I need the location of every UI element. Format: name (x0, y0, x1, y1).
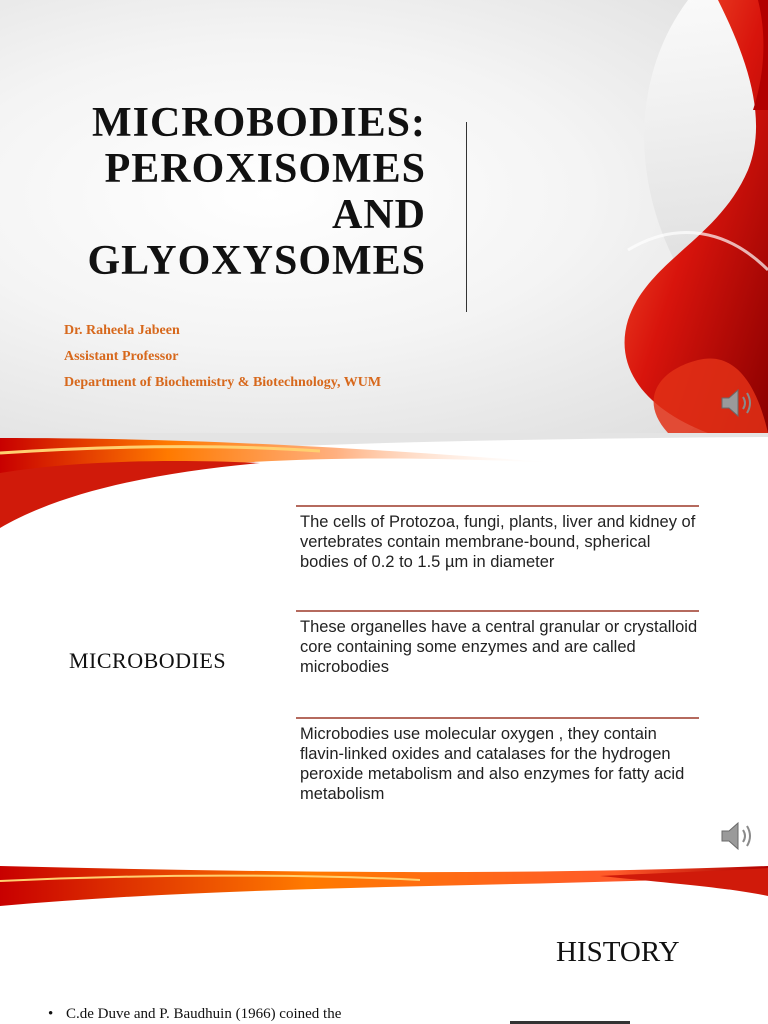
title-line: MICROBODIES: (91, 100, 426, 146)
title-slide (0, 0, 768, 433)
content-item: The cells of Protozoa, fungi, plants, liver and kidney of vertebrates contain membrane-bound, spherical bodies of 0.2 to 1.5 µm in diameter (296, 505, 699, 572)
title-line: AND (332, 192, 426, 238)
red-wave-decoration (0, 866, 768, 926)
title-line: PEROXISOMES (104, 146, 426, 192)
content-item: Microbodies use molecular oxygen , they contain flavin-linked oxides and catalases for the hydrogen peroxide metabolism and also enzymes for fatty acid metabolism (296, 717, 699, 804)
section-heading: MICROBODIES (69, 648, 227, 673)
bullet-text: C.de Duve and P. Baudhuin (1966) coined the (66, 1006, 342, 1022)
author-name: Dr. Raheela Jabeen (64, 323, 180, 338)
title-divider (466, 122, 467, 312)
bullet-item (48, 1006, 341, 1023)
author-position: Assistant Professor (64, 349, 179, 364)
slide-title (26, 100, 426, 284)
content-item: These organelles have a central granular or crystalloid core containing some enzymes and are called microbodies (296, 610, 699, 677)
bullet-dot-icon: • (48, 1006, 54, 1022)
history-slide (0, 866, 768, 1024)
speaker-icon[interactable] (718, 383, 758, 423)
microbodies-slide (0, 433, 768, 866)
section-heading: HISTORY (556, 936, 680, 968)
author-block (64, 318, 381, 396)
red-swirl-decoration (568, 0, 768, 433)
speaker-icon[interactable] (718, 816, 758, 856)
author-department: Department of Biochemistry & Biotechnology, WUM (64, 375, 382, 390)
title-line: GLYOXYSOMES (87, 238, 426, 284)
